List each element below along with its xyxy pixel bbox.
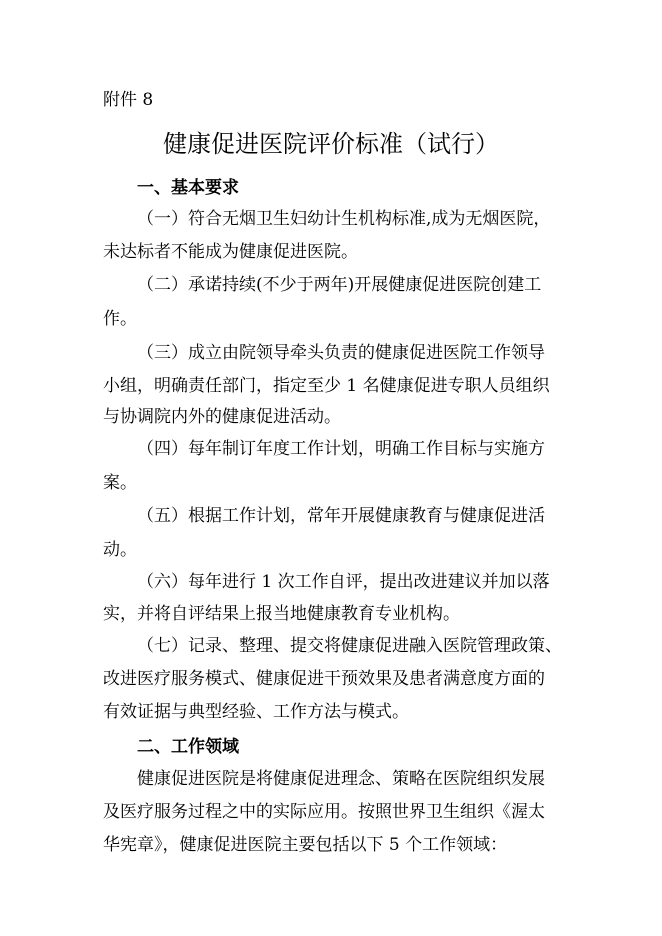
paragraph-line: （一）符合无烟卫生妇幼计生机构标准,成为无烟医院， xyxy=(137,209,551,229)
paragraph-line: （二）承诺持续(不少于两年)开展健康促进医院创建工 xyxy=(137,275,542,295)
paragraph-line: 实，并将自评结果上报当地健康教育专业机构。 xyxy=(103,604,460,624)
paragraph-line: （三）成立由院领导牵头负责的健康促进医院工作领导 xyxy=(137,343,545,363)
paragraph-line: 与协调院内外的健康促进活动。 xyxy=(103,407,341,427)
paragraph-line: （五）根据工作计划，常年开展健康教育与健康促进活 xyxy=(137,506,545,526)
paragraph-line: 有效证据与典型经验、工作方法与模式。 xyxy=(103,702,409,722)
paragraph-line: 未达标者不能成为健康促进医院。 xyxy=(103,242,358,262)
paragraph-line: 作。 xyxy=(103,309,137,329)
paragraph-line: 小组，明确责任部门，指定至少 1 名健康促进专职人员组织 xyxy=(103,376,550,396)
paragraph-line: （四）每年制订年度工作计划，明确工作目标与实施方 xyxy=(137,439,545,459)
paragraph-line: 动。 xyxy=(103,540,137,560)
document-title: 健康促进医院评价标准（试行） xyxy=(163,130,499,158)
paragraph-line: 健康促进医院是将健康促进理念、策略在医院组织发展 xyxy=(137,769,545,789)
section-heading-work-areas: 二、工作领域 xyxy=(137,737,239,757)
paragraph-line: （七）记录、整理、提交将健康促进融入医院管理政策、 xyxy=(137,636,562,656)
paragraph-line: 及医疗服务过程之中的实际应用。按照世界卫生组织《渥太 xyxy=(103,802,545,822)
annex-label: 附件 8 xyxy=(103,90,154,110)
paragraph-line: 华宪章》，健康促进医院主要包括以下 5 个工作领域： xyxy=(103,835,508,855)
section-heading-basic-requirements: 一、基本要求 xyxy=(137,178,239,198)
paragraph-line: 案。 xyxy=(103,473,137,493)
paragraph-line: 改进医疗服务模式、健康促进干预效果及患者满意度方面的 xyxy=(103,669,545,689)
paragraph-line: （六）每年进行 1 次工作自评，提出改进建议并加以落 xyxy=(137,572,550,592)
